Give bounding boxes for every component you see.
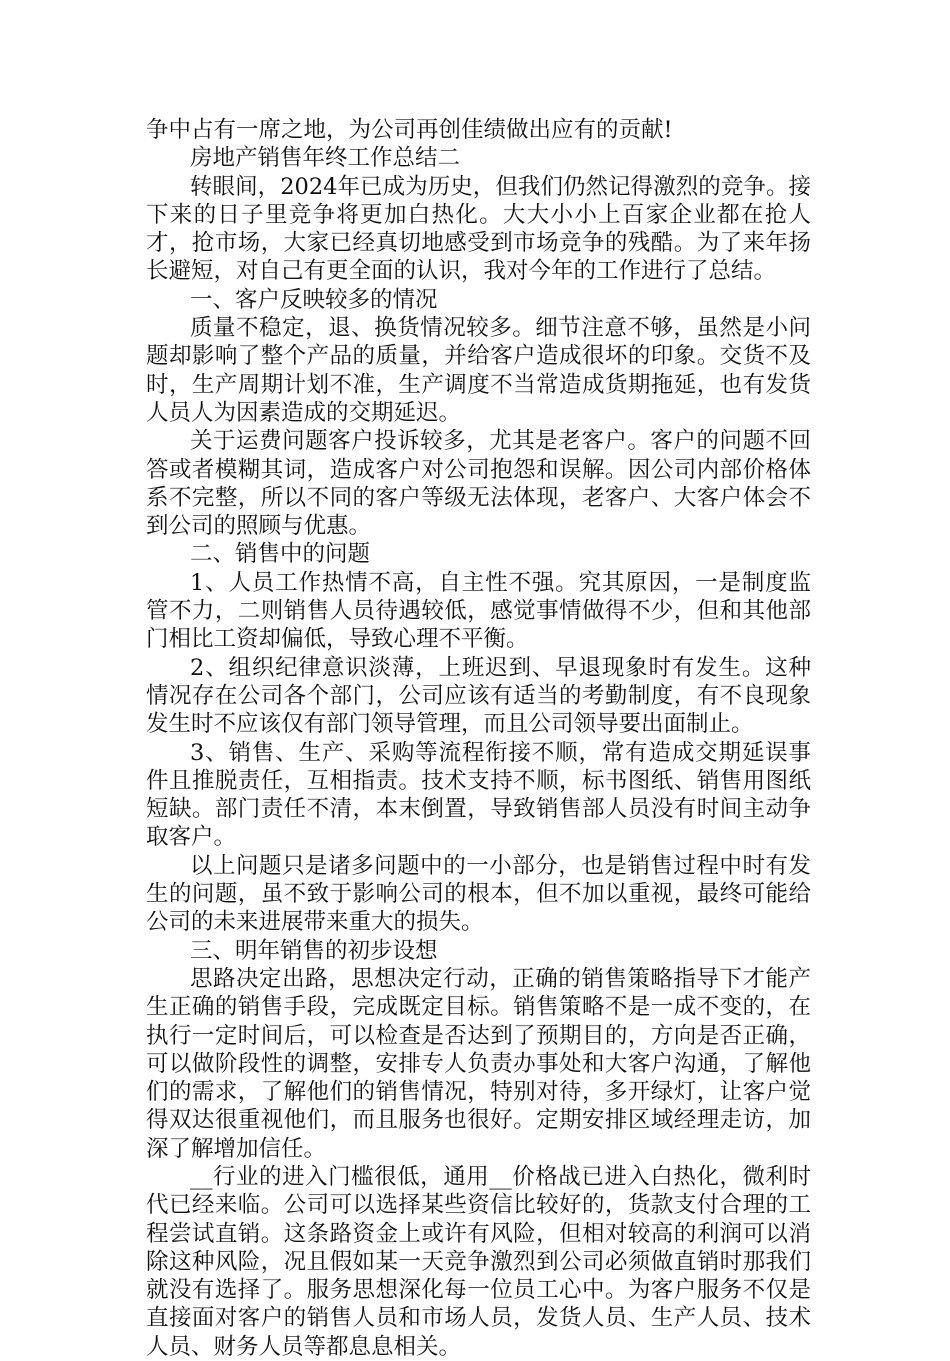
section-title: 房地产销售年终工作总结二 [190,145,461,172]
paragraph: __行业的进入门槛很低，通用__价格战已进入白热化，微利时代已经来临。公司可以选择某些资信比较好的，货款支付合理的工程尝试直销。这条路资金上或许有风险，但相对较高的利润可以消除这种风险，况且假如某一天竞争激烈到公司必须做直销时那我们就没有选择了。服务思想深化每一位员工心中。为客户服务不仅是直接面对客户的销售人员和市场人员，发货人员、生产人员、技术人员、财务人员等都息息相关。 [146,1163,811,1360]
paragraph: 质量不稳定，退、换货情况较多。细节注意不够，虽然是小问题却影响了整个产品的质量，并给客户造成很坏的印象。交货不及时，生产周期计划不准，生产调度不当常造成货期拖延，也有发货人员人为因素造成的交期延迟。 [146,315,811,426]
paragraph: 2、组织纪律意识淡薄，上班迟到、早退现象时有发生。这种情况存在公司各个部门，公司应该有适当的考勤制度，有不良现象发生时不应该仅有部门领导管理，而且公司领导要出面制止。 [146,654,811,738]
section-heading: 一、客户反映较多的情况 [190,286,438,313]
paragraph: 思路决定出路，思想决定行动，正确的销售策略指导下才能产生正确的销售手段，完成既定目标。销售策略不是一成不变的，在执行一定时间后，可以检查是否达到了预期目的，方向是否正确，可以做阶段性的调整，安排专人负责办事处和大客户沟通，了解他们的需求，了解他们的销售情况，特别对待，多开绿灯，让客户觉得双达很重视他们，而且服务也很好。定期安排区域经理走访，加深了解增加信任。 [146,965,811,1162]
section-heading: 二、销售中的问题 [190,541,371,568]
document-page [146,116,811,1361]
paragraph: 争中占有一席之地，为公司再创佳绩做出应有的贡献! [146,117,673,143]
paragraph: 3、销售、生产、采购等流程衔接不顺，常有造成交期延误事件且推脱责任，互相指责。技术支持不顺，标书图纸、销售用图纸短缺。部门责任不清，本末倒置，导致销售部人员没有时间主动争取客户。 [146,739,811,851]
paragraph: 1、人员工作热情不高，自主性不强。究其原因，一是制度监管不力，二则销售人员待遇较低，感觉事情做得不少，但和其他部门相比工资却偏低，导致心理不平衡。 [146,569,811,653]
paragraph: 以上问题只是诸多问题中的一小部分，也是销售过程中时有发生的问题，虽不致于影响公司的根本，但不加以重视，最终可能给公司的未来进展带来重大的损失。 [146,852,811,936]
paragraph: 转眼间，2024年已成为历史，但我们仍然记得激烈的竞争。接下来的日子里竞争将更加白热化。大大小小上百家企业都在抢人才，抢市场，大家已经真切地感受到市场竞争的残酷。为了来年扬长避短，对自己有更全面的认识，我对今年的工作进行了总结。 [146,173,811,285]
section-heading: 三、明年销售的初步设想 [190,937,438,964]
paragraph: 关于运费问题客户投诉较多，尤其是老客户。客户的问题不回答或者模糊其词，造成客户对公司抱怨和误解。因公司内部价格体系不完整，所以不同的客户等级无法体现，老客户、大客户体会不到公司的照顾与优惠。 [146,428,811,540]
